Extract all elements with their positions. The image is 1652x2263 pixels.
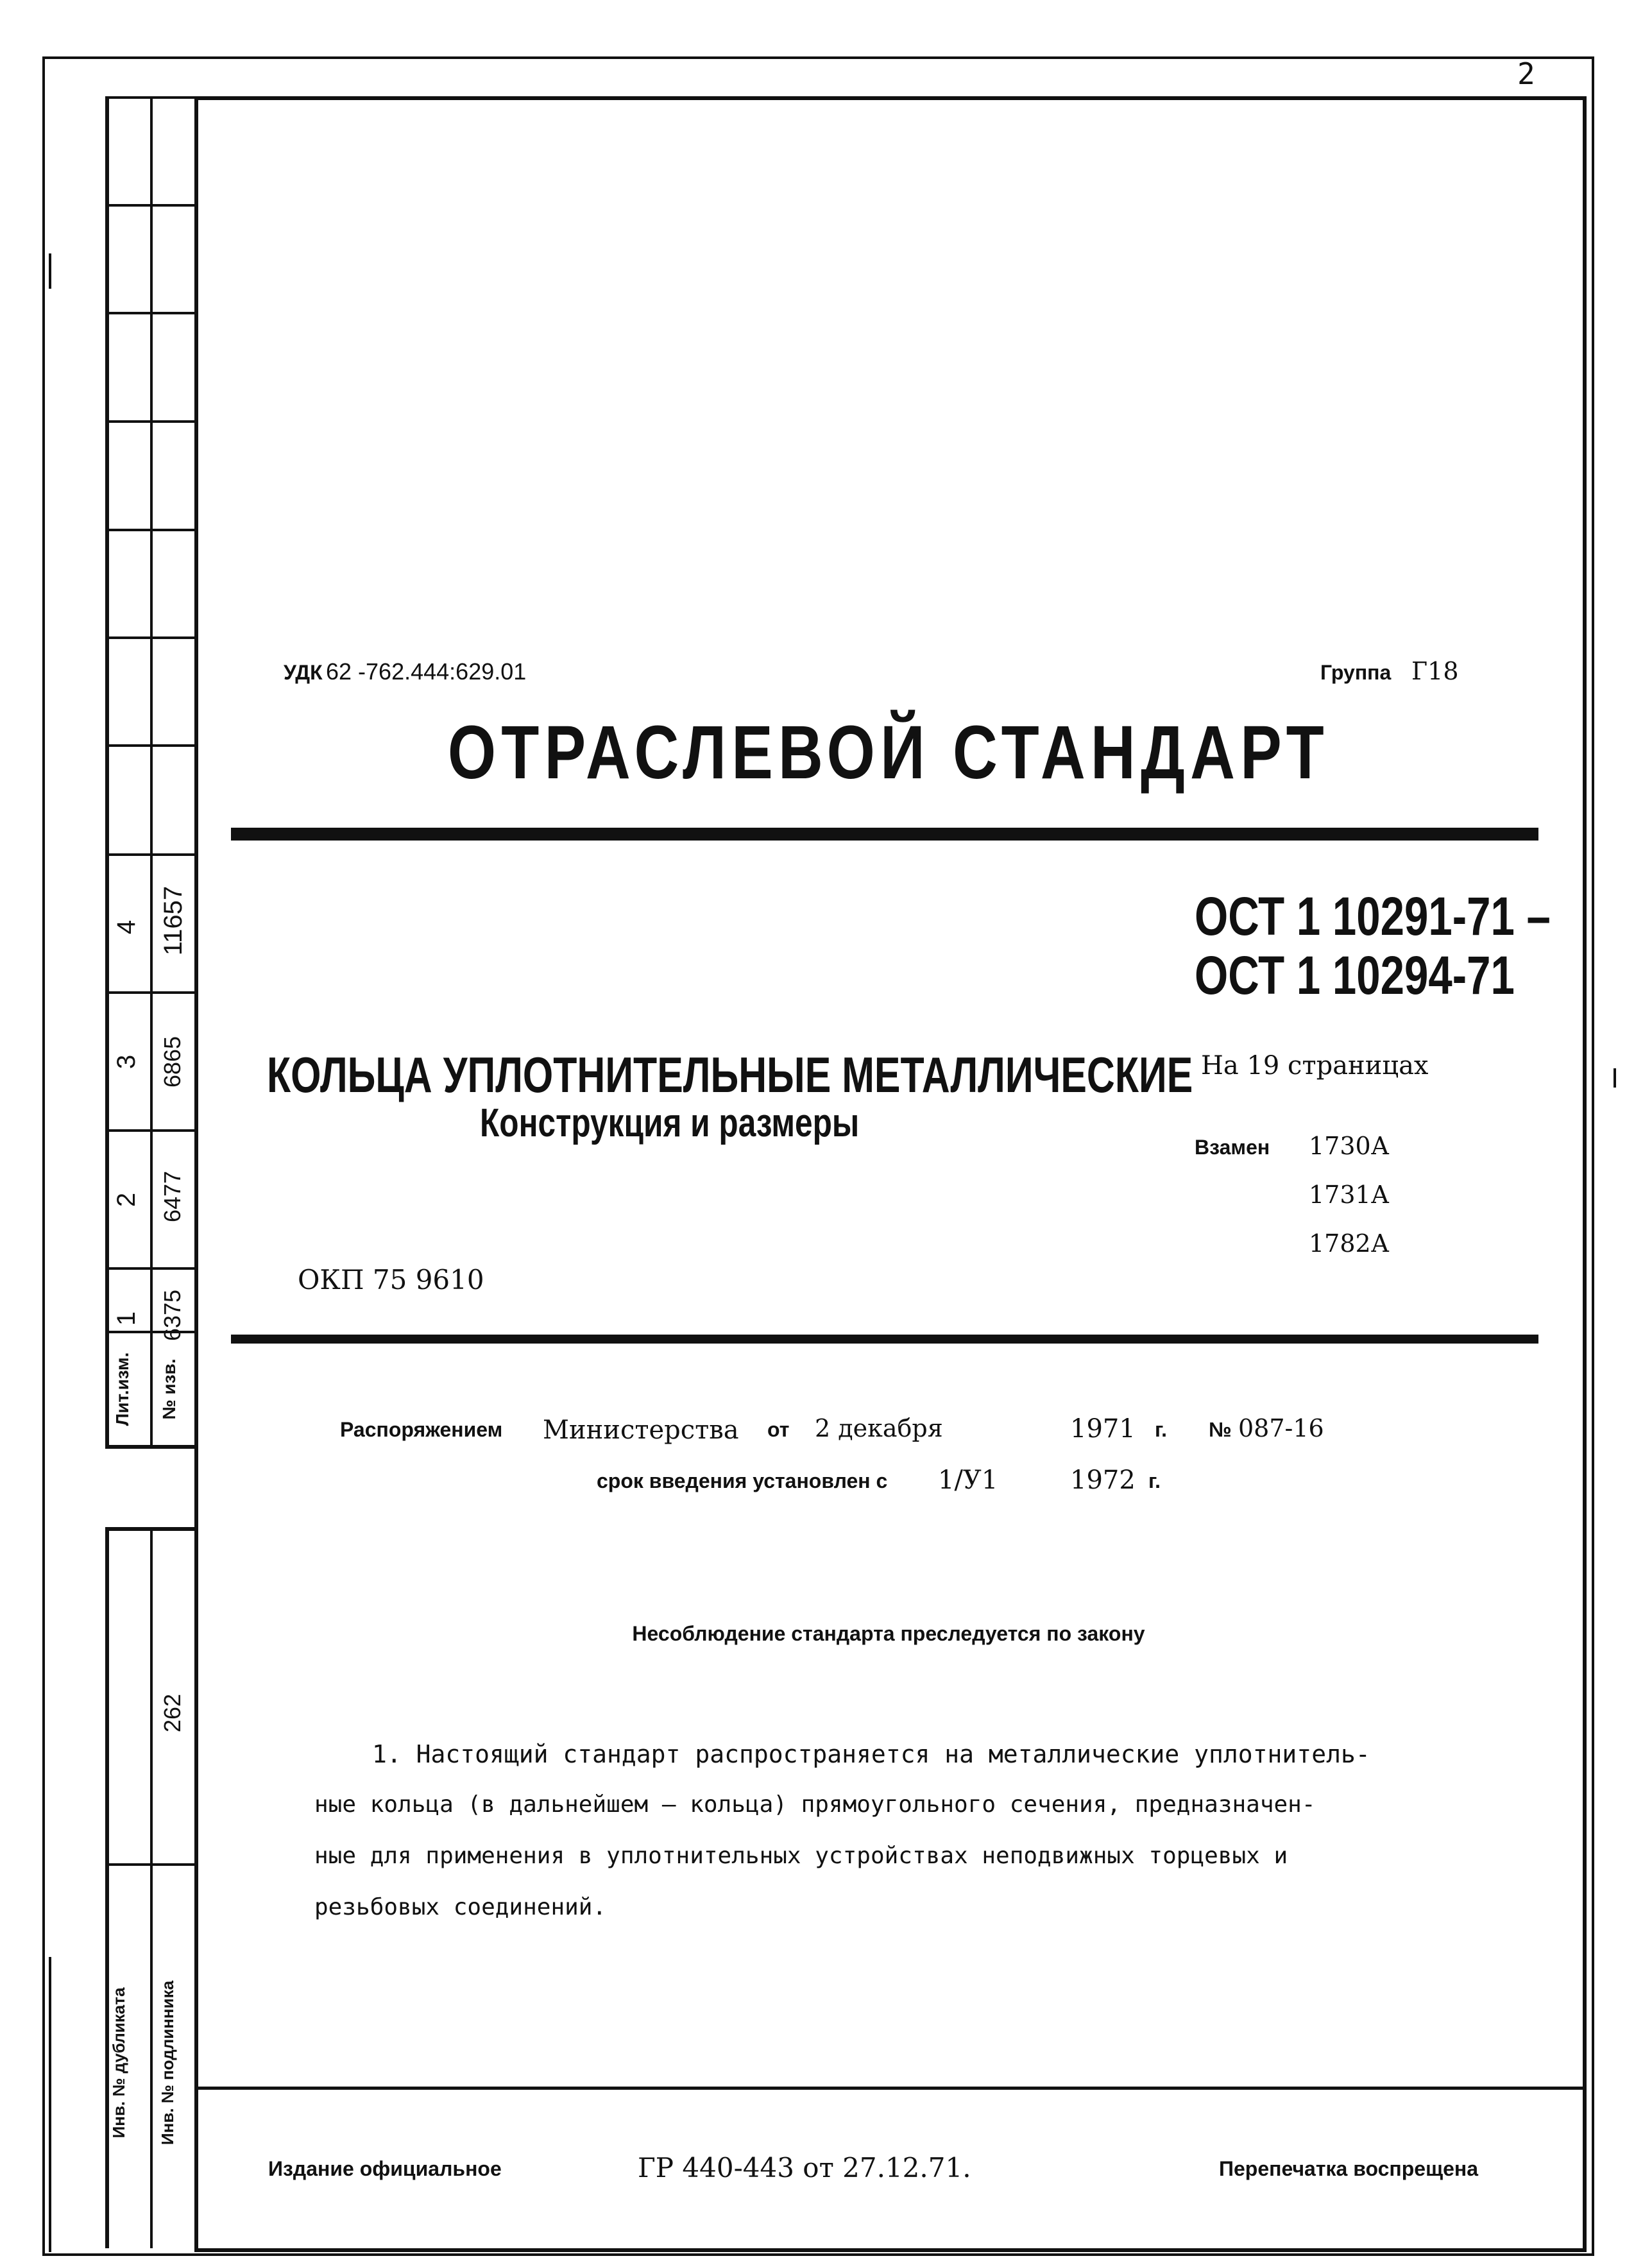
edge-mark bbox=[1614, 1068, 1616, 1088]
order-number-label: № bbox=[1209, 1418, 1232, 1441]
order-year-suffix: г. bbox=[1155, 1418, 1168, 1441]
intro-suffix: г. bbox=[1148, 1469, 1161, 1492]
order-label: Распоряжением bbox=[340, 1418, 503, 1441]
orig-inv-label: Инв. № подлинника bbox=[158, 1980, 177, 2146]
inv-number: 262 bbox=[159, 1693, 185, 1733]
page-title-text: ОТРАСЛЕВОЙ СТАНДАРТ bbox=[447, 710, 1330, 795]
udk-label: УДК bbox=[284, 661, 323, 684]
standard-name-text: КОЛЬЦА УПЛОТНИТЕЛЬНЫЕ МЕТАЛЛИЧЕСКИЕ bbox=[267, 1046, 1193, 1103]
order-number: 087-16 bbox=[1238, 1414, 1324, 1442]
standard-subtitle bbox=[480, 1100, 954, 1146]
designation-line2 bbox=[1195, 944, 1595, 1007]
order-year: 1971 bbox=[1070, 1414, 1136, 1444]
inner-frame bbox=[194, 96, 1587, 2252]
body-line: 1. Настоящий стандарт распространяется на металлические уплотнитель- bbox=[372, 1740, 1370, 1768]
footer-official: Издание официальное bbox=[268, 2157, 502, 2180]
dup-inv-label: Инв. № дубликата bbox=[109, 1987, 128, 2139]
designation-text: ОСТ 1 10291-71 – bbox=[1195, 886, 1551, 946]
footer-reg: ГР 440-443 от 27.12.71. bbox=[638, 2152, 971, 2183]
notice-number: 6477 bbox=[159, 1170, 185, 1223]
change-number: 1 bbox=[112, 1311, 141, 1326]
edge-mark bbox=[49, 253, 51, 289]
page-title bbox=[192, 709, 1585, 796]
replaces-label: Взамен bbox=[1195, 1136, 1270, 1159]
intro-date: 1/У1 bbox=[938, 1465, 998, 1495]
designation-text: ОСТ 1 10294-71 bbox=[1195, 945, 1515, 1005]
order-ministry: Министерства bbox=[543, 1415, 739, 1445]
notice-number: 11657 bbox=[159, 885, 187, 956]
change-number: 4 bbox=[112, 919, 141, 935]
okp-code: ОКП 75 9610 bbox=[298, 1264, 484, 1295]
legal-notice: Несоблюдение стандарта преследуется по закону bbox=[632, 1622, 1145, 1645]
group-value: Г18 bbox=[1411, 657, 1459, 685]
top-rule bbox=[231, 828, 1538, 841]
footer-rule bbox=[194, 2087, 1587, 2090]
notice-no-label: № изв. bbox=[159, 1358, 179, 1420]
intro-year: 1972 bbox=[1070, 1465, 1136, 1495]
designation-line1 bbox=[1195, 885, 1640, 948]
page-number: 2 bbox=[1517, 56, 1535, 91]
body-line: резьбовых соединений. bbox=[314, 1894, 607, 1920]
pages-text: На 19 страницах bbox=[1201, 1051, 1429, 1080]
replaces-item: 1731А bbox=[1309, 1181, 1390, 1209]
bottom-rule bbox=[231, 1335, 1538, 1344]
change-number: 2 bbox=[112, 1192, 141, 1208]
notice-number: 6865 bbox=[159, 1036, 185, 1088]
lit-change-label: Лит.изм. bbox=[112, 1352, 132, 1426]
edge-mark bbox=[49, 1957, 51, 2252]
order-date: 2 декабря bbox=[815, 1414, 943, 1442]
notice-number: 6375 bbox=[159, 1289, 185, 1342]
change-number: 3 bbox=[112, 1054, 141, 1070]
body-line: ные кольца (в дальнейшем – кольца) прямоугольного сечения, предназначен- bbox=[314, 1791, 1316, 1818]
order-from: от bbox=[767, 1418, 790, 1441]
udk-value: 62 -762.444:629.01 bbox=[326, 658, 527, 685]
footer-reprint: Перепечатка воспрещена bbox=[1219, 2157, 1478, 2180]
intro-label: срок введения установлен с bbox=[597, 1469, 888, 1492]
replaces-item: 1730А bbox=[1309, 1132, 1390, 1160]
replaces-item: 1782А bbox=[1309, 1229, 1390, 1258]
standard-subtitle-text: Конструкция и размеры bbox=[480, 1101, 860, 1145]
body-line: ные для применения в уплотнительных устройствах неподвижных торцевых и bbox=[314, 1843, 1288, 1869]
group-label: Группа bbox=[1320, 661, 1392, 684]
